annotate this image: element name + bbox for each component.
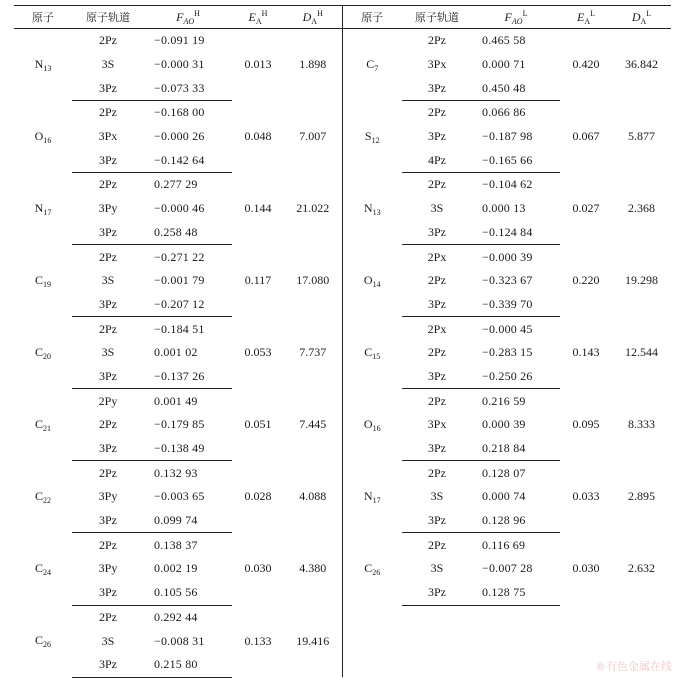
orbital-cell-left: 2Pz [99, 417, 117, 432]
orbital-cell-right: 3S [430, 561, 444, 576]
atom-index: 17 [372, 495, 381, 505]
fao-lumo-cell: 0.128 07 [482, 465, 526, 480]
orbital-cell-left: 2Pz [99, 33, 117, 48]
da-lumo-cell: 19.298 [625, 273, 658, 288]
da-homo-cell: 17.080 [296, 273, 330, 288]
orbital-cell-left: 3Py [98, 489, 118, 504]
fao-lumo-cell: −0.323 67 [482, 273, 533, 288]
atom-index: 21 [43, 423, 51, 433]
orbital-cell-right: 3Px [427, 57, 447, 72]
da-lumo-cell: 8.333 [628, 417, 655, 432]
orbital-cell-left: 2Pz [99, 105, 117, 120]
header-fao-homo: $F_{AO}^H$ [144, 6, 232, 29]
fao-homo-cell: −0.271 22 [154, 249, 205, 264]
header-atom-left: 原子 [14, 6, 72, 29]
da-homo-cell: 4.088 [299, 489, 327, 504]
ea-homo-cell: 0.013 [244, 57, 272, 72]
fao-lumo-cell: −0.104 62 [482, 177, 533, 192]
da-lumo-cell: 2.895 [628, 489, 655, 504]
orbital-cell-right: 3Pz [402, 293, 472, 317]
atom-cell-right [342, 461, 402, 533]
atom-cell-right [342, 317, 402, 389]
fao-homo-cell: −0.138 49 [144, 437, 232, 461]
orbital-cell-left: 3Pz [72, 581, 144, 605]
fao-homo-cell: 0.105 56 [144, 581, 232, 605]
orbital-cell-left: 2Pz [99, 537, 117, 552]
fao-lumo-cell: −0.187 98 [482, 129, 533, 144]
atom-index: 17 [43, 207, 52, 217]
fao-lumo-cell: 0.116 69 [482, 537, 526, 552]
atom-cell-left [14, 101, 72, 173]
header-fao-lumo: $F_{AO}^L$ [472, 6, 560, 29]
fao-lumo-cell: 0.218 84 [472, 437, 560, 461]
orbital-cell-left: 3Pz [72, 509, 144, 533]
fao-lumo-cell: 0.128 96 [472, 509, 560, 533]
ea-lumo-cell: 0.095 [572, 417, 600, 432]
atom-cell-right [342, 173, 402, 245]
atom-index: 19 [43, 279, 51, 289]
fao-homo-cell: −0.184 51 [154, 321, 205, 336]
orbital-cell-right: 2Pz [428, 177, 446, 192]
table-row [14, 461, 671, 485]
fao-lumo-cell: −0.007 28 [482, 561, 533, 576]
watermark: ®有色金属在线 [595, 660, 672, 673]
fao-homo-cell: 0.215 80 [144, 653, 232, 677]
fao-homo-cell: 0.277 29 [154, 177, 198, 192]
fao-homo-cell: −0.000 26 [154, 129, 205, 144]
atom-index: 12 [371, 135, 380, 145]
orbital-cell-right: 3S [430, 489, 444, 504]
fao-homo-cell: 0.001 49 [154, 393, 198, 408]
atom-symbol: N [363, 488, 373, 503]
ea-homo-cell: 0.117 [244, 273, 272, 288]
orbital-cell-right: 3Pz [402, 509, 472, 533]
da-homo-cell: 7.737 [299, 345, 327, 360]
ea-lumo-cell: 0.033 [572, 489, 600, 504]
fao-lumo-cell: 0.000 39 [482, 417, 526, 432]
atom-cell-right [342, 533, 402, 605]
fao-lumo-cell: −0.250 26 [472, 365, 560, 389]
ea-homo-cell: 0.028 [244, 489, 272, 504]
fao-lumo-cell: 0.000 13 [482, 201, 526, 216]
fao-lumo-cell: 0.450 48 [472, 76, 560, 100]
atom-symbol: C [364, 344, 373, 359]
table-row [14, 389, 671, 413]
atom-index: 16 [43, 135, 52, 145]
atom-index: 13 [372, 207, 381, 217]
table-row [14, 173, 671, 197]
ea-lumo-cell: 0.143 [572, 345, 600, 360]
ea-lumo-cell: 0.067 [572, 129, 600, 144]
fao-homo-cell: 0.002 19 [154, 561, 198, 576]
atom-symbol: C [34, 272, 43, 287]
orbital-cell-right: 2Pz [428, 393, 446, 408]
atom-index: 24 [43, 567, 51, 577]
atom-cell-right [342, 101, 402, 173]
fao-homo-cell: −0.073 33 [144, 76, 232, 100]
orbital-cell-left: 3S [101, 273, 115, 288]
atom-index: 15 [372, 351, 381, 361]
table-body [14, 29, 671, 678]
orbital-cell-left: 3S [101, 633, 115, 648]
header-ea-homo: $E_A^H$ [232, 6, 284, 29]
fao-lumo-cell: 0.216 59 [482, 393, 526, 408]
orbital-cell-right: 3S [430, 201, 444, 216]
ea-lumo-cell: 0.220 [572, 273, 600, 288]
orbital-cell-left: 2Pz [99, 177, 117, 192]
fao-lumo-cell: 0.000 74 [482, 489, 526, 504]
orbital-cell-right: 3Px [427, 417, 447, 432]
atom-symbol: N [34, 56, 44, 71]
atom-symbol: S [364, 128, 372, 143]
atom-symbol: O [34, 128, 44, 143]
fao-lumo-cell: −0.165 66 [472, 148, 560, 172]
fao-homo-cell: −0.001 79 [154, 273, 205, 288]
orbital-cell-right: 2Pz [428, 33, 446, 48]
atom-index: 7 [374, 63, 379, 73]
atom-cell-left [14, 389, 72, 461]
orbital-cell-right: 2Pz [428, 105, 446, 120]
fao-homo-cell: −0.179 85 [154, 417, 205, 432]
orbital-cell-right: 3Pz [402, 437, 472, 461]
atom-symbol: C [34, 488, 43, 503]
atom-cell-left [14, 461, 72, 533]
atom-symbol: C [34, 344, 43, 359]
atom-index: 26 [43, 640, 51, 650]
atom-cell-right [342, 389, 402, 461]
orbital-cell-left: 3Pz [72, 76, 144, 100]
orbital-cell-right: 2Pz [428, 537, 446, 552]
table-row [14, 29, 671, 53]
orbital-cell-left: 3Pz [72, 148, 144, 172]
orbital-cell-right: 3Pz [402, 581, 472, 605]
orbital-cell-left: 3Py [98, 561, 118, 576]
fao-homo-cell: −0.003 65 [154, 489, 205, 504]
atom-symbol: N [363, 200, 373, 215]
fao-lumo-cell: −0.124 84 [472, 221, 560, 245]
fao-lumo-cell: 0.128 75 [472, 581, 560, 605]
da-homo-cell: 7.445 [299, 417, 327, 432]
fao-homo-cell: 0.258 48 [144, 221, 232, 245]
header-da-homo: $D_A^H$ [284, 6, 342, 29]
da-lumo-cell: 5.877 [628, 129, 655, 144]
fao-homo-cell: −0.207 12 [144, 293, 232, 317]
atom-index: 14 [372, 279, 381, 289]
orbital-cell-right: 3Pz [402, 76, 472, 100]
atom-symbol: C [34, 416, 43, 431]
orbital-cell-left: 3Pz [72, 293, 144, 317]
header-da-lumo: $D_A^L$ [612, 6, 671, 29]
orbital-contribution-table [14, 5, 671, 678]
ea-lumo-cell: 0.027 [572, 201, 600, 216]
table-container [14, 5, 671, 678]
table-row [14, 317, 671, 341]
atom-symbol: O [363, 272, 373, 287]
atom-index: 13 [43, 63, 52, 73]
fao-homo-cell: −0.091 19 [154, 33, 205, 48]
atom-index: 22 [43, 495, 51, 505]
fao-lumo-cell: 0.465 58 [482, 33, 526, 48]
orbital-cell-left: 3Pz [72, 437, 144, 461]
fao-lumo-cell: 0.066 86 [482, 105, 526, 120]
da-homo-cell: 21.022 [296, 201, 330, 216]
atom-cell-left [14, 533, 72, 605]
da-lumo-cell: 2.632 [628, 561, 655, 576]
atom-symbol: O [363, 416, 373, 431]
fao-lumo-cell: −0.339 70 [472, 293, 560, 317]
orbital-cell-left: 2Pz [99, 249, 117, 264]
header-atom-right: 原子 [342, 6, 402, 29]
atom-symbol: C [34, 633, 43, 648]
orbital-cell-right: 2Px [427, 249, 447, 264]
fao-homo-cell: 0.292 44 [154, 609, 198, 624]
atom-cell-left [14, 173, 72, 245]
da-homo-cell: 7.007 [299, 129, 327, 144]
header-ea-lumo: $E_A^L$ [560, 6, 612, 29]
orbital-cell-left: 3Py [98, 201, 118, 216]
orbital-cell-left: 2Py [98, 393, 118, 408]
fao-lumo-cell: −0.000 45 [482, 321, 533, 336]
header-row [14, 6, 671, 29]
fao-homo-cell: −0.008 31 [154, 633, 205, 648]
ea-lumo-cell: 0.420 [572, 57, 600, 72]
da-homo-cell: 4.380 [299, 561, 327, 576]
ea-homo-cell: 0.048 [244, 129, 272, 144]
ea-homo-cell: 0.030 [244, 561, 272, 576]
fao-homo-cell: −0.000 46 [154, 201, 205, 216]
da-lumo-cell: 36.842 [625, 57, 658, 72]
orbital-cell-right: 3Pz [402, 365, 472, 389]
orbital-cell-left: 2Pz [99, 609, 117, 624]
ea-lumo-cell: 0.030 [572, 561, 600, 576]
fao-homo-cell: 0.138 37 [154, 537, 198, 552]
orbital-cell-right: 4Pz [402, 148, 472, 172]
header-orbital-left: 原子轨道 [72, 6, 144, 29]
orbital-cell-right: 2Px [427, 321, 447, 336]
fao-homo-cell: −0.142 64 [144, 148, 232, 172]
table-row [14, 533, 671, 557]
fao-homo-cell: 0.001 02 [154, 345, 198, 360]
fao-homo-cell: 0.099 74 [144, 509, 232, 533]
orbital-cell-left: 3Pz [72, 365, 144, 389]
atom-cell-left [14, 29, 72, 101]
fao-lumo-cell: −0.000 39 [482, 249, 533, 264]
orbital-cell-left: 3S [101, 345, 115, 360]
fao-homo-cell: −0.000 31 [154, 57, 205, 72]
orbital-cell-left: 2Pz [99, 465, 117, 480]
atom-cell-left [14, 245, 72, 317]
fao-homo-cell: −0.137 26 [144, 365, 232, 389]
orbital-cell-left: 3Pz [72, 221, 144, 245]
da-homo-cell: 19.416 [296, 633, 330, 648]
orbital-cell-left: 3Px [98, 129, 118, 144]
header-orbital-right: 原子轨道 [402, 6, 472, 29]
atom-symbol: C [364, 560, 373, 575]
atom-cell-right [342, 29, 402, 101]
ea-homo-cell: 0.133 [244, 633, 272, 648]
da-lumo-cell: 12.544 [625, 345, 658, 360]
atom-index: 20 [43, 351, 51, 361]
orbital-cell-right: 3Pz [402, 221, 472, 245]
atom-symbol: N [34, 200, 44, 215]
orbital-cell-right: 2Pz [428, 345, 446, 360]
atom-cell-right [342, 245, 402, 317]
atom-index: 26 [372, 567, 381, 577]
table-row [14, 245, 671, 269]
orbital-cell-left: 2Pz [99, 321, 117, 336]
atom-index: 16 [372, 423, 381, 433]
da-lumo-cell: 2.368 [628, 201, 655, 216]
fao-homo-cell: −0.168 00 [154, 105, 205, 120]
orbital-cell-right: 2Pz [428, 273, 446, 288]
atom-cell-left [14, 317, 72, 389]
atom-symbol: C [34, 560, 43, 575]
fao-homo-cell: 0.132 93 [154, 465, 198, 480]
atom-cell-left [14, 605, 72, 677]
ea-homo-cell: 0.051 [244, 417, 272, 432]
orbital-cell-left: 3Pz [72, 653, 144, 677]
orbital-cell-right: 3Pz [428, 129, 446, 144]
atom-symbol: C [366, 56, 375, 71]
fao-lumo-cell: 0.000 71 [482, 57, 526, 72]
table-row [14, 101, 671, 125]
fao-lumo-cell: −0.283 15 [482, 345, 533, 360]
orbital-cell-right: 2Pz [428, 465, 446, 480]
table-row [14, 605, 671, 629]
da-homo-cell: 1.898 [299, 57, 327, 72]
ea-homo-cell: 0.144 [244, 201, 272, 216]
ea-homo-cell: 0.053 [244, 345, 272, 360]
orbital-cell-left: 3S [101, 57, 115, 72]
